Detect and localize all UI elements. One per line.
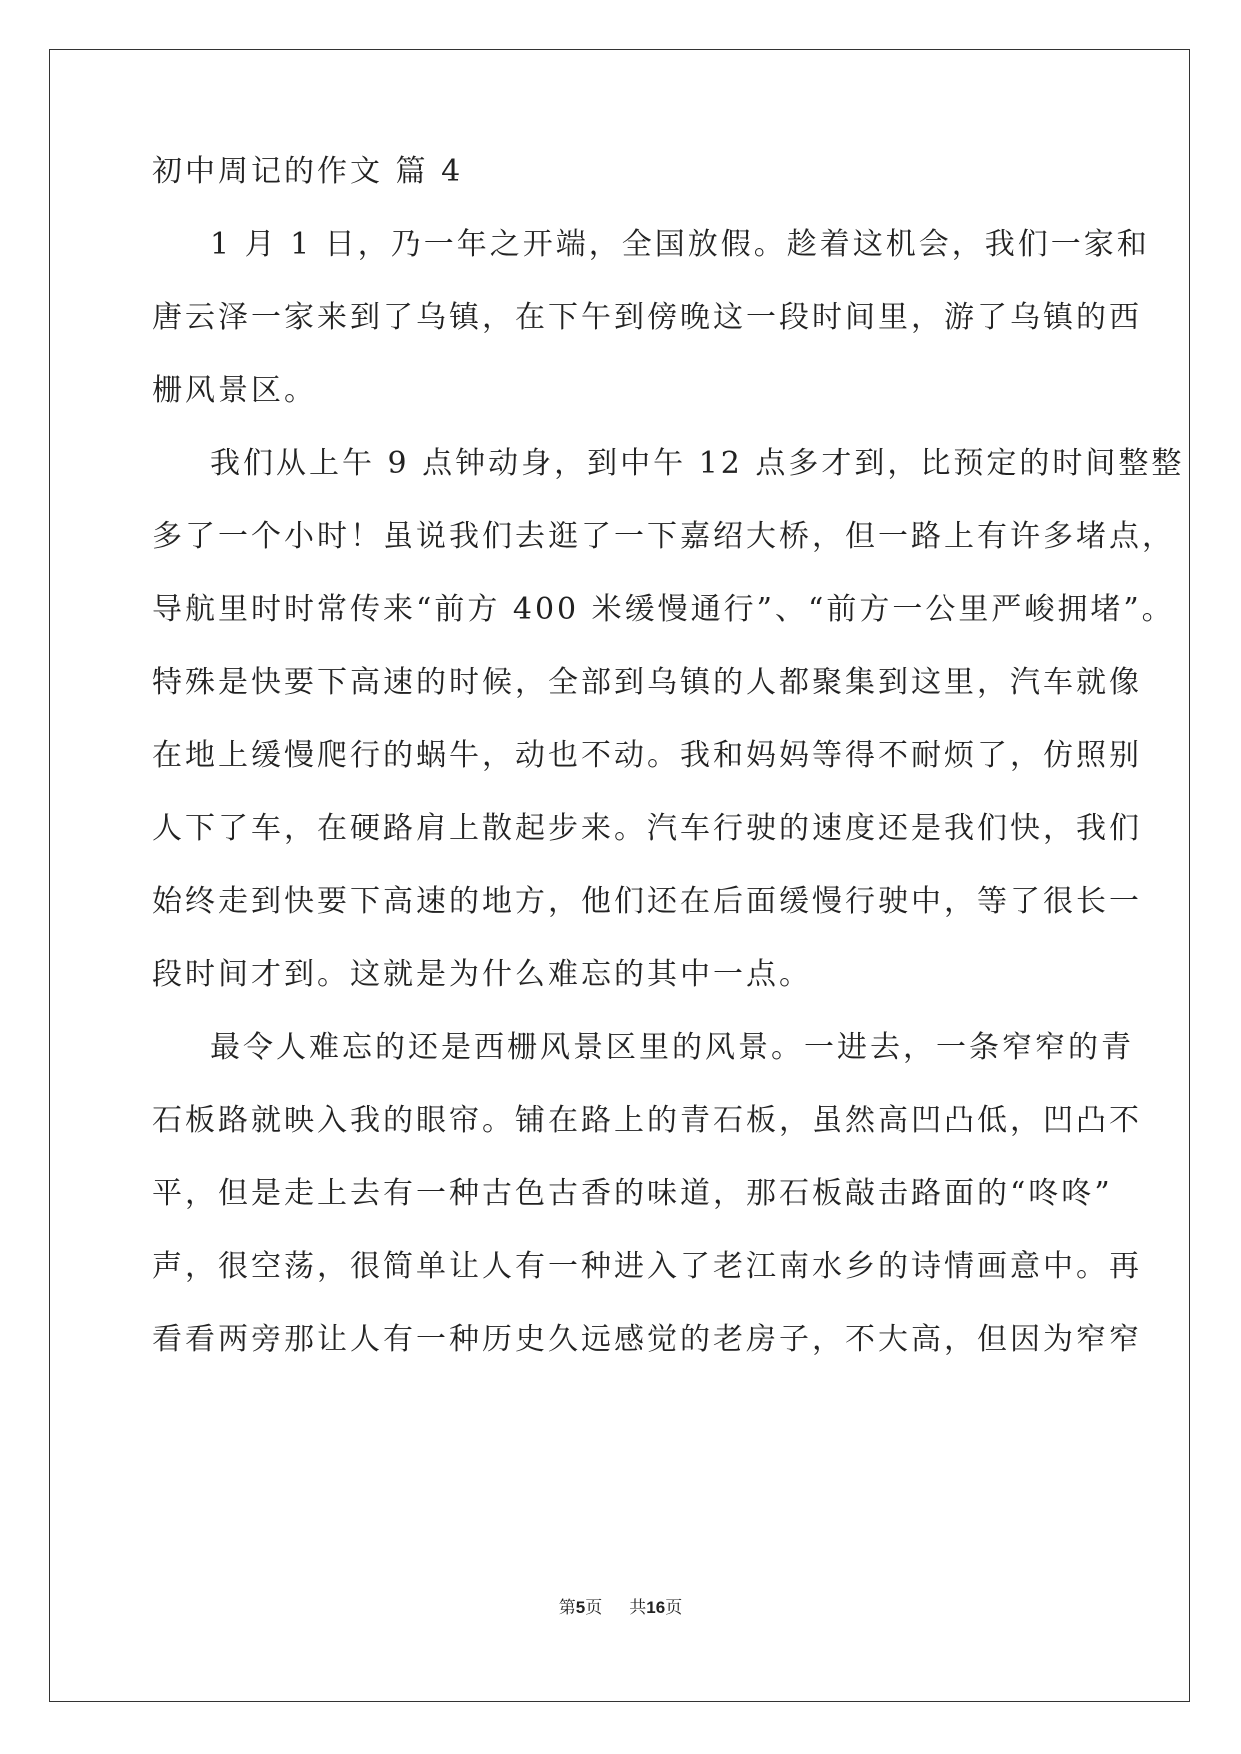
paragraph-line: 导航里时时常传来“前方 400 米缓慢通行”、“前方一公里严峻拥堵”。 xyxy=(152,592,1175,627)
paragraph-line: 1 月 1 日，乃一年之开端，全国放假。趁着这机会，我们一家和 xyxy=(210,227,1150,262)
paragraph-line: 始终走到快要下高速的地方，他们还在后面缓慢行驶中，等了很长一 xyxy=(152,884,1142,919)
paragraph-line: 看看两旁那让人有一种历史久远感觉的老房子，不大高，但因为窄窄 xyxy=(152,1322,1142,1357)
paragraph-line: 多了一个小时！虽说我们去逛了一下嘉绍大桥，但一路上有许多堵点， xyxy=(152,519,1175,554)
total-prefix: 共 xyxy=(629,1598,647,1618)
total-suffix: 页 xyxy=(665,1598,683,1618)
document-title: 初中周记的作文 篇 4 xyxy=(152,154,464,189)
paragraph-line: 声，很空荡，很简单让人有一种进入了老江南水乡的诗情画意中。再 xyxy=(152,1249,1142,1284)
total-pages: 16 xyxy=(646,1598,666,1617)
paragraph-line: 特殊是快要下高速的时候，全部到乌镇的人都聚集到这里，汽车就像 xyxy=(152,665,1142,700)
paragraph-line: 唐云泽一家来到了乌镇，在下午到傍晚这一段时间里，游了乌镇的西 xyxy=(152,300,1142,335)
paragraph-line: 平，但是走上去有一种古色古香的味道，那石板敲击路面的“咚咚” xyxy=(152,1176,1113,1211)
paragraph-line: 人下了车，在硬路肩上散起步来。汽车行驶的速度还是我们快，我们 xyxy=(152,811,1142,846)
paragraph-line: 栅风景区。 xyxy=(152,373,317,408)
page-border xyxy=(49,49,1190,1702)
page-footer xyxy=(0,1597,1241,1619)
paragraph-line: 在地上缓慢爬行的蜗牛，动也不动。我和妈妈等得不耐烦了，仿照别 xyxy=(152,738,1142,773)
page-prefix: 第 xyxy=(558,1598,576,1618)
paragraph-line: 段时间才到。这就是为什么难忘的其中一点。 xyxy=(152,957,812,992)
page-suffix: 页 xyxy=(585,1598,603,1618)
paragraph-line: 最令人难忘的还是西栅风景区里的风景。一进去，一条窄窄的青 xyxy=(210,1030,1134,1065)
paragraph-line: 石板路就映入我的眼帘。铺在路上的青石板，虽然高凹凸低，凹凸不 xyxy=(152,1103,1142,1138)
page-number: 5 xyxy=(575,1598,586,1617)
paragraph-line: 我们从上午 9 点钟动身，到中午 12 点多才到，比预定的时间整整 xyxy=(210,446,1185,481)
